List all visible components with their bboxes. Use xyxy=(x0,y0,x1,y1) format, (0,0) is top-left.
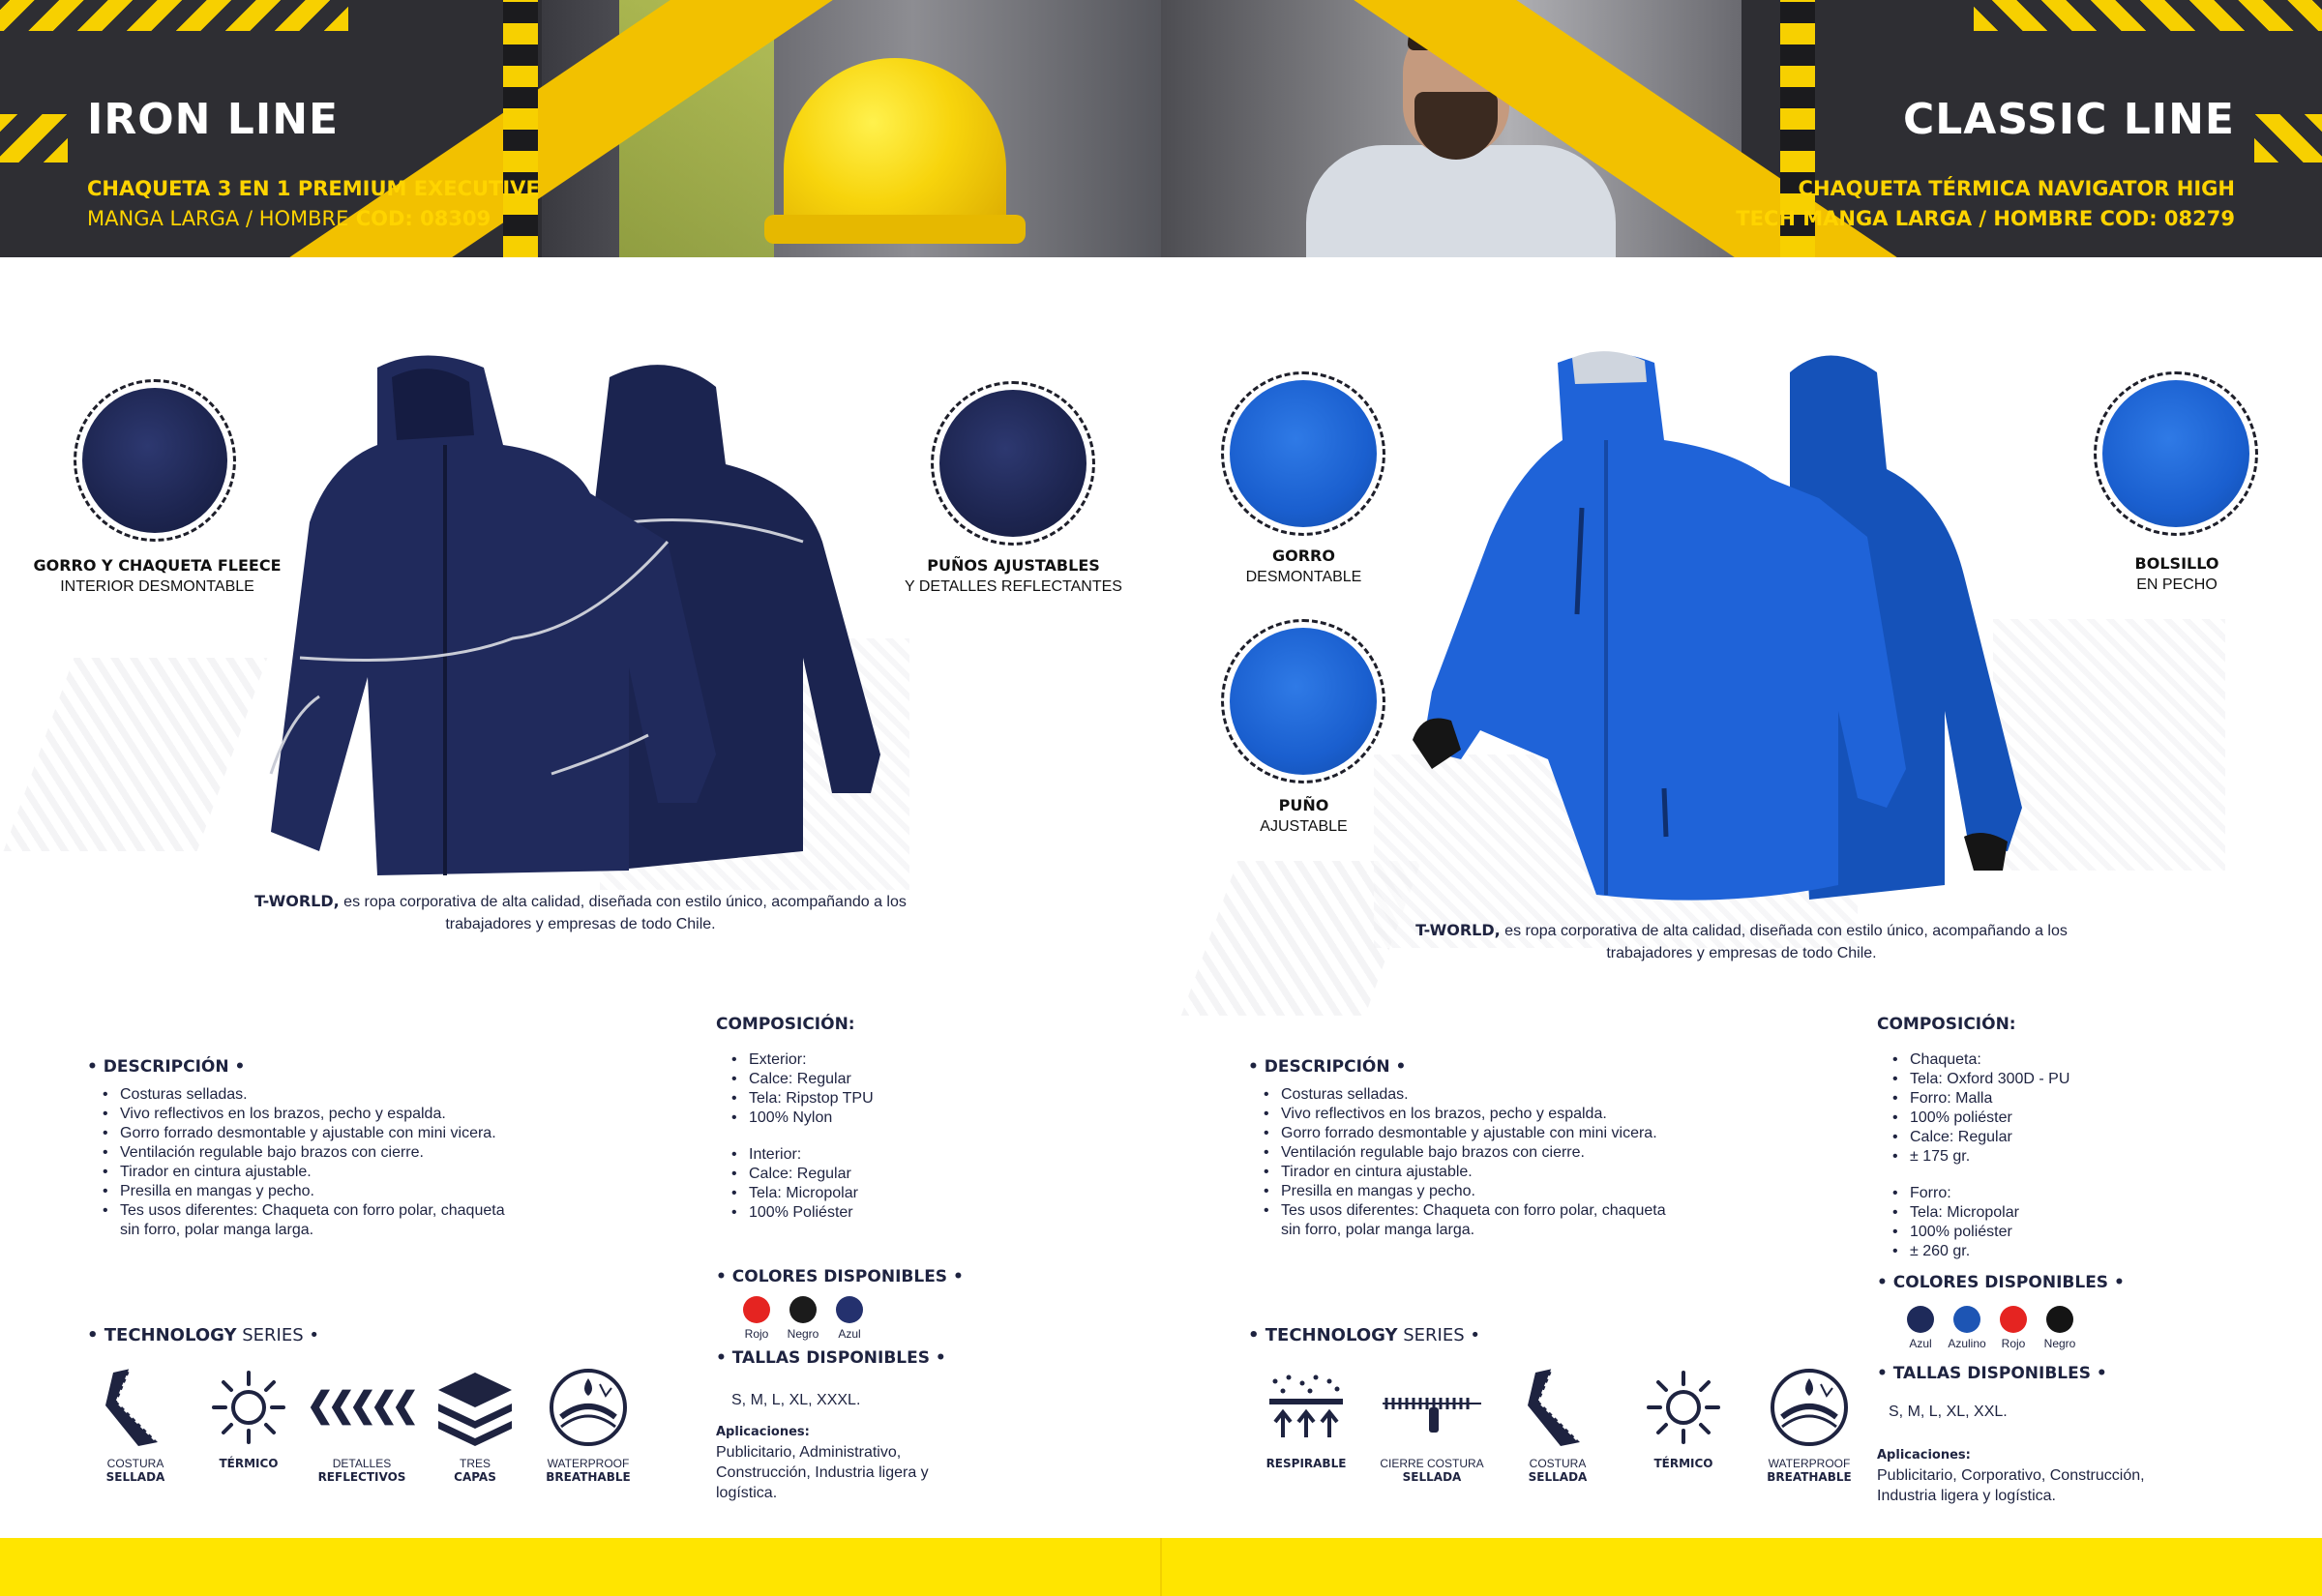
tech-badge xyxy=(309,1364,415,1484)
swatch-dot xyxy=(1953,1306,1980,1333)
list-item: • Tirador en cintura ajustable. xyxy=(1258,1163,1674,1182)
list-item: • Calce: Regular xyxy=(726,1070,1016,1089)
swatch-dot xyxy=(836,1296,863,1323)
jacket-iron-line-image xyxy=(261,348,900,875)
list-item: • Presilla en mangas y pecho. xyxy=(97,1182,513,1201)
product-subtitle-right: CHAQUETA TÉRMICA NAVIGATOR HIGH TECH MANGA LARGA / HOMBRE COD: 08279 xyxy=(1736,177,2235,230)
list-item: • Exterior: xyxy=(726,1050,1016,1070)
tech-badge xyxy=(1504,1364,1611,1484)
list-item: • Costuras selladas. xyxy=(1258,1085,1674,1105)
sealed-seam-icon xyxy=(82,1364,189,1451)
list-item: • Tirador en cintura ajustable. xyxy=(97,1163,513,1182)
list-item: • Gorro forrado desmontable y ajustable con mini vicera. xyxy=(97,1124,513,1143)
tech-badge xyxy=(1379,1364,1485,1484)
thermal-sun-icon xyxy=(195,1364,302,1451)
colors-heading: • COLORES DISPONIBLES • xyxy=(1877,1273,2125,1292)
composition-list xyxy=(1887,1050,2177,1261)
reflective-chevrons-icon xyxy=(309,1364,415,1451)
applications: Aplicaciones: Publicitario, Administrativo, Construcción, Industria ligera y logística. xyxy=(716,1425,929,1501)
sizes-list: S, M, L, XL, XXXL. xyxy=(731,1392,861,1408)
color-swatch xyxy=(825,1296,874,1341)
swatch-dot xyxy=(743,1296,770,1323)
color-swatches xyxy=(1896,1306,2109,1354)
list-item: • Presilla en mangas y pecho. xyxy=(1258,1182,1674,1201)
detail-chest-pocket xyxy=(2094,371,2258,536)
applications: Aplicaciones: Publicitario, Corporativo, Construcción, Industria ligera y logística. xyxy=(1877,1448,2145,1504)
header-banner xyxy=(0,0,2322,257)
tech-caption: TRES CAPAS xyxy=(454,1457,496,1484)
tech-caption: CIERRE COSTURA SELLADA xyxy=(1380,1457,1484,1484)
tech-caption: TÉRMICO xyxy=(219,1457,279,1470)
swatch-dot xyxy=(789,1296,817,1323)
waterproof-icon xyxy=(1756,1364,1862,1451)
list-item: • Tela: Oxford 300D - PU xyxy=(1887,1070,2177,1089)
colors-heading: • COLORES DISPONIBLES • xyxy=(716,1267,964,1286)
waterproof-icon xyxy=(535,1364,641,1451)
list-item: • ± 175 gr. xyxy=(1887,1147,2177,1167)
line-title-left: IRON LINE xyxy=(87,95,340,144)
jacket-classic-line-image xyxy=(1403,343,2032,909)
description-heading: • DESCRIPCIÓN • xyxy=(87,1057,246,1077)
technology-series-heading: • TECHNOLOGY SERIES • xyxy=(1248,1325,1481,1345)
tech-caption: COSTURA SELLADA xyxy=(105,1457,165,1484)
color-swatch xyxy=(1896,1306,1945,1350)
composition-heading: COMPOSICIÓN: xyxy=(716,1015,855,1034)
list-item: • Ventilación regulable bajo brazos con cierre. xyxy=(1258,1143,1674,1163)
page-divider xyxy=(1160,1538,1162,1596)
feature-label: PUÑOS AJUSTABLES Y DETALLES REFLECTANTES xyxy=(905,556,1122,595)
swatch-label: Negro xyxy=(2043,1337,2076,1350)
list-item: • 100% poliéster xyxy=(1887,1108,2177,1128)
description-list xyxy=(97,1085,513,1240)
tech-badge xyxy=(82,1364,189,1484)
product-subtitle-left: CHAQUETA 3 EN 1 PREMIUM EXECUTIVE MANGA LARGA / HOMBRE COD: 08309 xyxy=(87,177,540,230)
color-swatch xyxy=(1943,1306,1991,1350)
tech-badge xyxy=(195,1364,302,1470)
list-item: • Costuras selladas. xyxy=(97,1085,513,1105)
composition-list xyxy=(726,1050,1016,1223)
hazard-stripes xyxy=(0,114,68,163)
list-item: • Tes usos diferentes: Chaqueta con forro polar, chaqueta sin forro, polar manga larga. xyxy=(1258,1201,1674,1240)
swatch-label: Rojo xyxy=(744,1327,769,1341)
brand-promo-right: T-WORLD, es ropa corporativa de alta calidad, diseñada con estilo único, acompañando a los trabajadores y empresas de todo Chile. xyxy=(1415,921,2068,961)
list-item: • 100% Poliéster xyxy=(726,1203,1016,1223)
list-item: • Vivo reflectivos en los brazos, pecho y espalda. xyxy=(97,1105,513,1124)
tech-badge xyxy=(1253,1364,1359,1470)
list-item: • Vivo reflectivos en los brazos, pecho y espalda. xyxy=(1258,1105,1674,1124)
tech-badge xyxy=(422,1364,528,1484)
list-item: • Forro: xyxy=(1887,1184,2177,1203)
sealed-seam-icon xyxy=(1504,1364,1611,1451)
feature-label: GORRO Y CHAQUETA FLEECE INTERIOR DESMONTABLE xyxy=(33,556,282,595)
sizes-heading: • TALLAS DISPONIBLES • xyxy=(716,1348,946,1368)
tech-caption: DETALLES REFLECTIVOS xyxy=(317,1457,406,1484)
sizes-heading: • TALLAS DISPONIBLES • xyxy=(1877,1364,2107,1383)
list-item: • Tela: Ripstop TPU xyxy=(726,1089,1016,1108)
feature-label: GORRO DESMONTABLE xyxy=(1245,547,1362,585)
tech-badge xyxy=(535,1364,641,1484)
zipper-icon xyxy=(1379,1364,1485,1451)
tech-badge xyxy=(1756,1364,1862,1484)
list-item: • Tela: Micropolar xyxy=(726,1184,1016,1203)
description-list xyxy=(1258,1085,1674,1240)
list-item: • Forro: Malla xyxy=(1887,1089,2177,1108)
list-item: • Ventilación regulable bajo brazos con cierre. xyxy=(97,1143,513,1163)
swatch-label: Azulino xyxy=(1948,1337,1986,1350)
tech-caption: WATERPROOF BREATHABLE xyxy=(546,1457,631,1484)
detail-cuff xyxy=(1221,619,1385,783)
detail-hood-fleece xyxy=(74,379,236,542)
tech-caption: COSTURA SELLADA xyxy=(1528,1457,1588,1484)
sizes-list: S, M, L, XL, XXL. xyxy=(1889,1404,2008,1420)
list-item: • 100% Nylon xyxy=(726,1108,1016,1128)
line-title-right: CLASSIC LINE xyxy=(1902,95,2235,144)
list-item: • Tes usos diferentes: Chaqueta con forro polar, chaqueta sin forro, polar manga larga. xyxy=(97,1201,513,1240)
background-pattern xyxy=(4,658,268,851)
list-item: • Calce: Regular xyxy=(726,1165,1016,1184)
swatch-label: Azul xyxy=(1909,1337,1932,1350)
swatch-dot xyxy=(1907,1306,1934,1333)
description-heading: • DESCRIPCIÓN • xyxy=(1248,1057,1407,1077)
swatch-label: Azul xyxy=(838,1327,861,1341)
list-item: • Interior: xyxy=(726,1145,1016,1165)
detail-hood xyxy=(1221,371,1385,536)
swatch-dot xyxy=(2000,1306,2027,1333)
tech-caption: WATERPROOF BREATHABLE xyxy=(1767,1457,1852,1484)
list-item: • Calce: Regular xyxy=(1887,1128,2177,1147)
hazard-stripes xyxy=(1974,0,2322,31)
tech-caption: RESPIRABLE xyxy=(1265,1457,1347,1470)
list-item: • Chaqueta: xyxy=(1887,1050,2177,1070)
swatch-label: Negro xyxy=(787,1327,819,1341)
hazard-stripes xyxy=(2254,114,2322,163)
feature-label: PUÑO AJUSTABLE xyxy=(1260,796,1348,835)
list-item: • ± 260 gr. xyxy=(1887,1242,2177,1261)
feature-label: BOLSILLO EN PECHO xyxy=(2134,554,2219,593)
list-item: • Tela: Micropolar xyxy=(1887,1203,2177,1223)
composition-heading: COMPOSICIÓN: xyxy=(1877,1015,2016,1034)
color-swatch xyxy=(779,1296,827,1341)
detail-cuffs xyxy=(931,381,1095,546)
tech-badge xyxy=(1630,1364,1737,1470)
tech-caption: TÉRMICO xyxy=(1653,1457,1713,1470)
technology-series-heading: • TECHNOLOGY SERIES • xyxy=(87,1325,320,1345)
color-swatches xyxy=(732,1296,887,1345)
list-item: • Gorro forrado desmontable y ajustable con mini vicera. xyxy=(1258,1124,1674,1143)
hazard-stripes xyxy=(0,0,348,31)
color-swatch xyxy=(732,1296,781,1341)
thermal-sun-icon xyxy=(1630,1364,1737,1451)
breathable-icon xyxy=(1253,1364,1359,1451)
color-swatch xyxy=(1989,1306,2038,1350)
layers-icon xyxy=(422,1364,528,1451)
brand-promo-left: T-WORLD, es ropa corporativa de alta calidad, diseñada con estilo único, acompañando a los trabajadores y empresas de todo Chile. xyxy=(254,892,907,932)
swatch-dot xyxy=(2046,1306,2073,1333)
list-item: • 100% poliéster xyxy=(1887,1223,2177,1242)
swatch-label: Rojo xyxy=(2001,1337,2026,1350)
color-swatch xyxy=(2036,1306,2084,1350)
